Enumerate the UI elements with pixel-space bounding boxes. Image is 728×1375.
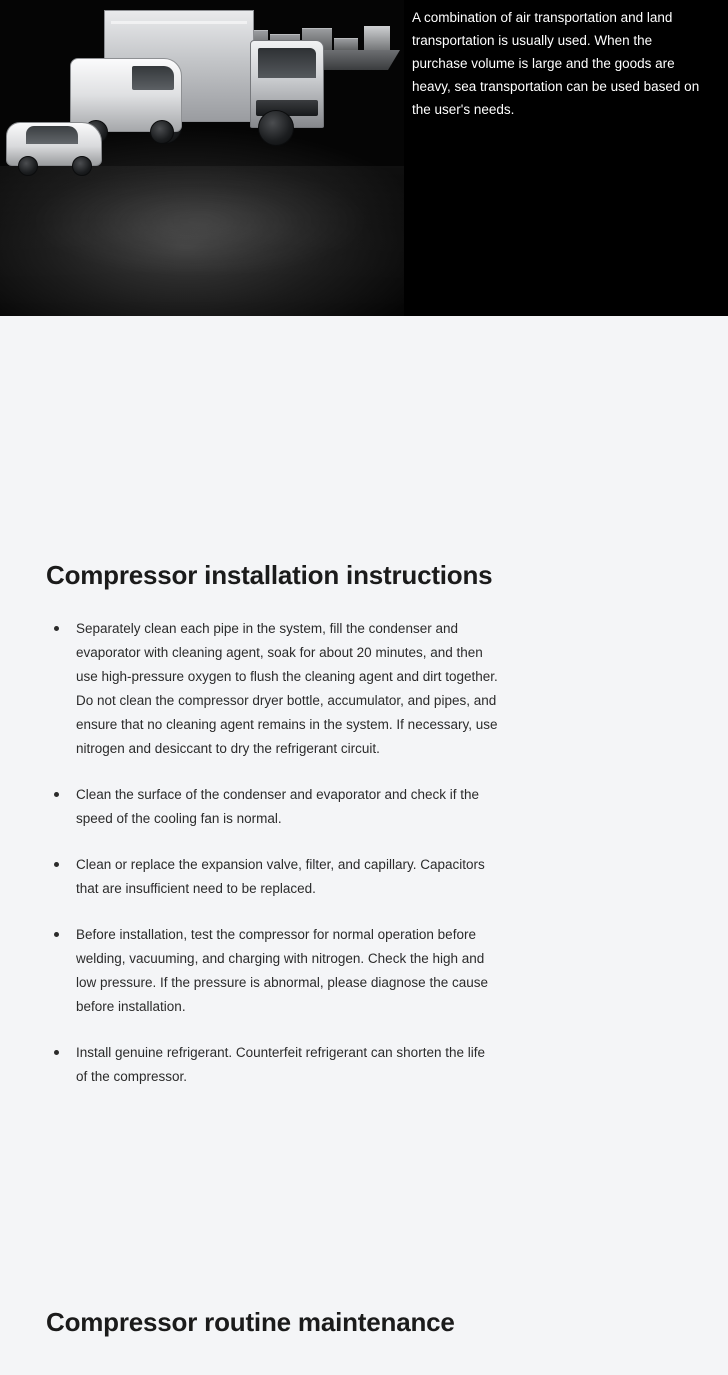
content-area [0,338,728,1338]
page-title-maintenance: Compressor routine maintenance [46,1306,455,1337]
hero-text-block [404,0,728,316]
list-item: Install genuine refrigerant. Counterfeit refrigerant can shorten the life of the compressor. [46,1041,498,1089]
page-title-installation: Compressor installation instructions [46,559,493,590]
list-item: Clean the surface of the condenser and evaporator and check if the speed of the cooling fan is normal. [46,783,498,831]
list-item: Clean or replace the expansion valve, filter, and capillary. Capacitors that are insufficient need to be replaced. [46,853,498,901]
list-item: Before installation, test the compressor for normal operation before welding, vacuuming, and charging with nitrogen. Check the high and low pressure. If the pressure is abnormal, please diagnose the cause before installation. [46,923,498,1019]
hero-banner [0,0,728,316]
hero-image [0,0,404,316]
list-item: Separately clean each pipe in the system, fill the condenser and evaporator with cleaning agent, soak for about 20 minutes, and then use high-pressure oxygen to flush the cleaning agent and dirt together. Do not clean the compressor dryer bottle, accumulator, and pipes, and ensure that no cleaning agent remains in the system. If necessary, use nitrogen and desiccant to dry the refrigerant circuit. [46,617,498,761]
installation-instruction-list [46,617,682,1089]
car-icon [6,112,110,192]
hero-paragraph: A combination of air transportation and land transportation is usually used. When the purchase volume is large and the goods are heavy, sea transportation can be used based on the user's needs. [412,10,700,117]
